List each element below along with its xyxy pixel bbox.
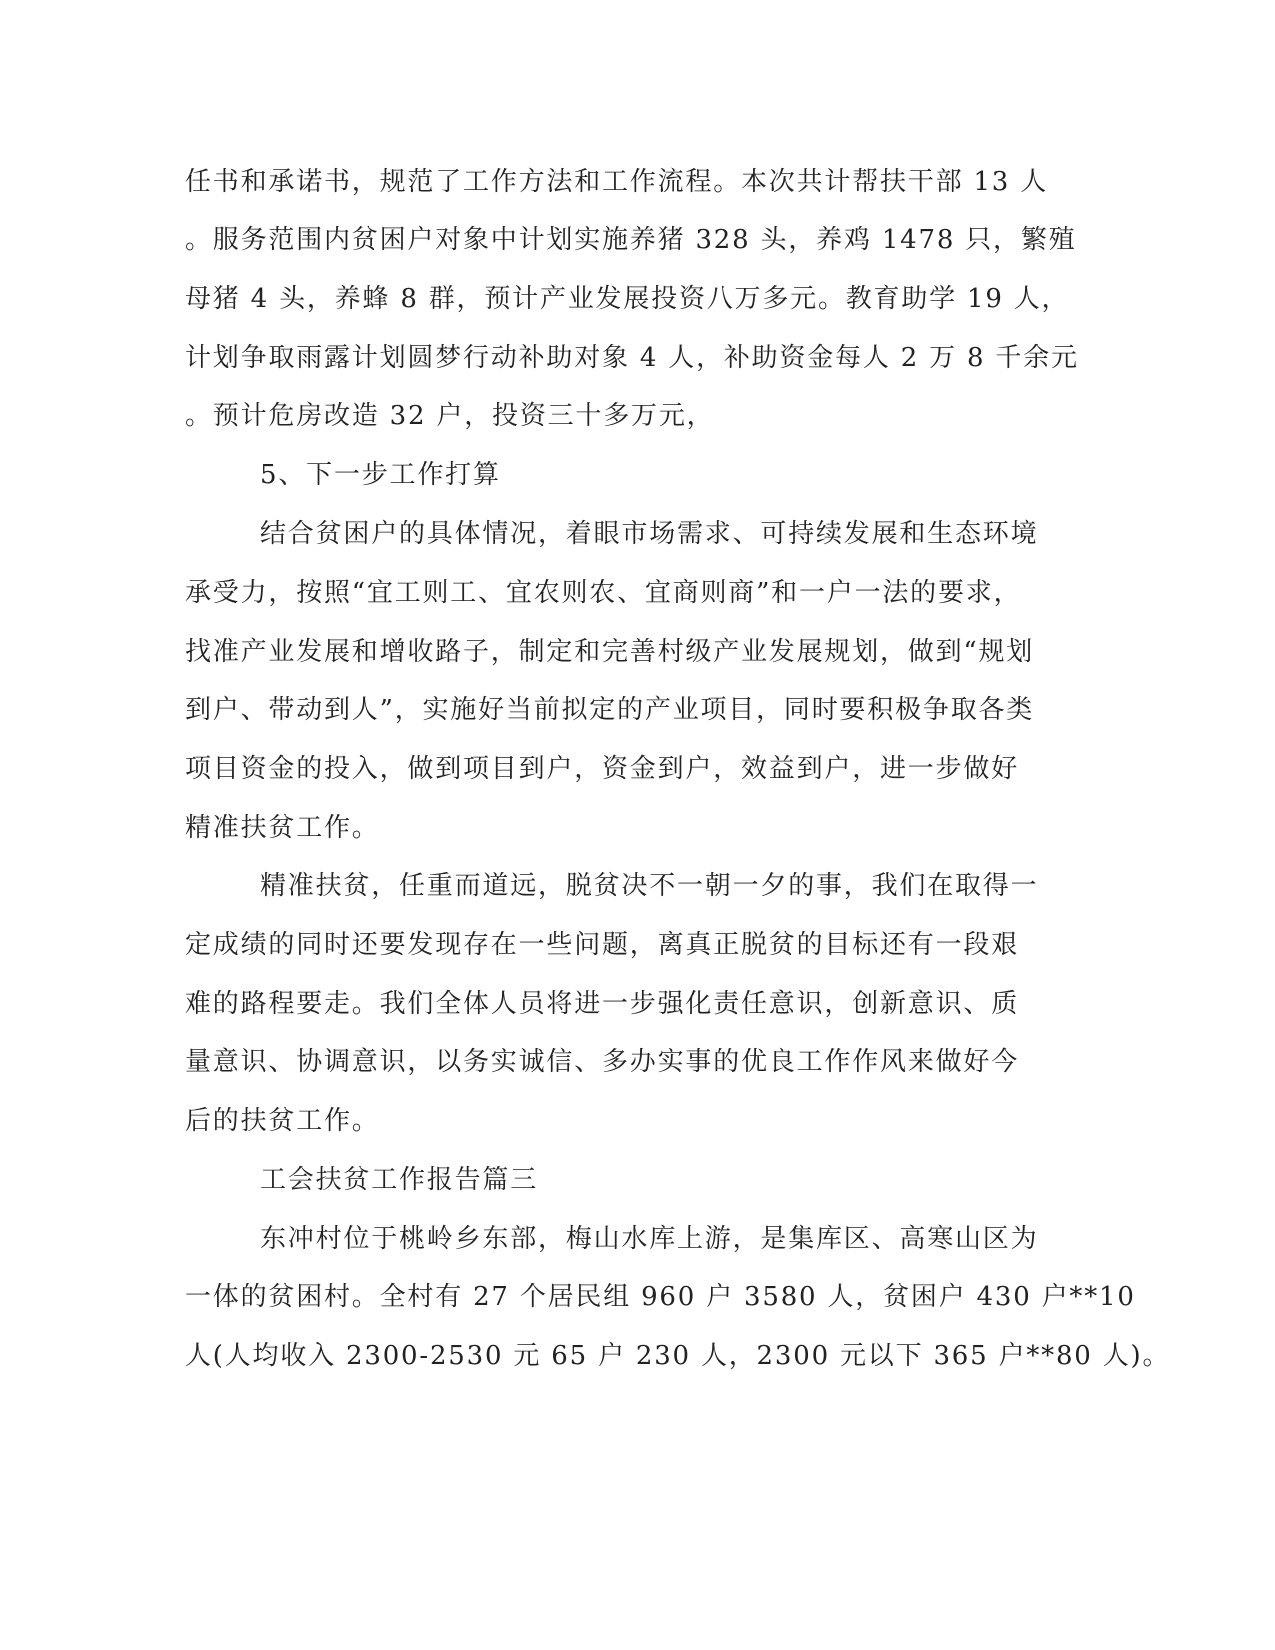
text-line: 结合贫困户的具体情况，着眼市场需求、可持续发展和生态环境 [260,519,1039,549]
text-line: 承受力，按照“宜工则工、宜农则农、宜商则商”和一户一法的要求， [185,578,1022,608]
text-line: 母猪 4 头，养蜂 8 群，预计产业发展投资八万多元。教育助学 19 人， [185,284,1070,314]
text-line: 计划争取雨露计划圆梦行动补助对象 4 人，补助资金每人 2 万 8 千余元 [185,343,1079,373]
text-line: 。预计危房改造 32 户，投资三十多万元， [185,401,715,431]
text-line: 一体的贫困村。全村有 27 个居民组 960 户 3580 人，贫困户 430 户**10 [185,1282,1136,1312]
text-line: 项目资金的投入，做到项目到户，资金到户，效益到户，进一步做好 [185,754,1020,784]
section-title: 工会扶贫工作报告篇三 [260,1165,539,1195]
text-line: 难的路程要走。我们全体人员将进一步强化责任意识，创新意识、质 [185,989,1020,1019]
text-line: 量意识、协调意识，以务实诚信、多办实事的优良工作作风来做好今 [185,1047,1020,1077]
text-line: 人(人均收入 2300-2530 元 65 户 230 人，2300 元以下 365 户**80 人)。 [185,1341,1171,1371]
text-line: 。服务范围内贫困户对象中计划实施养猪 328 头，养鸡 1478 只，繁殖 [185,225,1077,255]
section-heading: 5、下一步工作打算 [260,460,501,490]
text-line: 任书和承诺书，规范了工作方法和工作流程。本次共计帮扶干部 13 人 [185,167,1049,197]
text-line: 东冲村位于桃岭乡东部，梅山水库上游，是集库区、高寒山区为 [260,1224,1039,1254]
text-line: 精准扶贫，任重而道远，脱贫决不一朝一夕的事，我们在取得一 [260,871,1039,901]
text-line: 精准扶贫工作。 [185,813,380,843]
text-line: 到户、带动到人”，实施好当前拟定的产业项目，同时要积极争取各类 [185,695,1035,725]
text-line: 后的扶贫工作。 [185,1106,380,1136]
text-line: 找准产业发展和增收路子，制定和完善村级产业发展规划，做到“规划 [185,637,1035,667]
text-line: 定成绩的同时还要发现存在一些问题，离真正脱贫的目标还有一段艰 [185,930,1020,960]
